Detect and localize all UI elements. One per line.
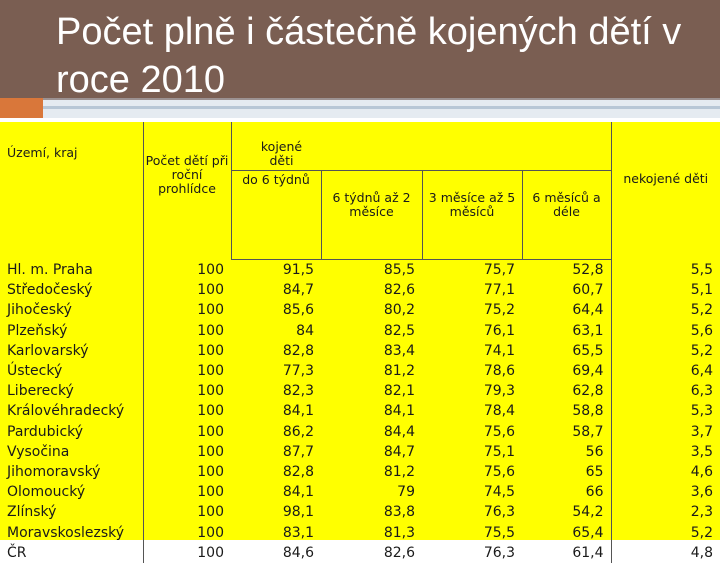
row-value-c2: 79 [397,484,415,501]
row-value-c2: 81,2 [383,463,415,480]
row-value-c4: 58,7 [572,423,604,440]
row-value-c4: 66 [585,484,604,501]
row-value-c3: 76,3 [483,544,515,561]
table-row [0,462,720,482]
row-region: Plzeňský [7,322,68,339]
row-value-count: 100 [143,381,231,401]
row-value-c3: 76,1 [483,322,515,339]
row-value-c3: 74,1 [483,342,515,359]
row-value-c5: 6,3 [611,381,720,401]
row-value-c1: 85,6 [282,302,314,319]
header-6w-2m: 6 týdnů až 2 měsíce [321,171,422,260]
table-row [0,502,720,522]
table-row [0,321,720,341]
header-notbreastfed: nekojené děti [611,122,720,260]
row-region: Olomoucký [7,484,86,501]
row-value-c3: 75,5 [483,524,515,541]
row-value-c4: 63,1 [572,322,604,339]
table-row [0,422,720,442]
row-value-c5: 5,3 [611,401,720,421]
row-region: Středočeský [7,282,93,299]
row-value-c5: 5,1 [611,280,720,300]
row-value-c1: 82,3 [282,383,314,400]
row-region: Jihočeský [7,302,72,319]
row-value-count: 100 [143,401,231,421]
row-value-c1: 82,8 [282,342,314,359]
row-region: Ústecký [7,363,63,380]
table-row [0,361,720,381]
row-value-c1: 98,1 [282,504,314,521]
breastfeeding-table [0,122,720,563]
row-value-c1: 84,1 [282,403,314,420]
row-value-count: 100 [143,260,231,281]
row-value-c1: 84,7 [282,282,314,299]
row-region: Karlovarský [7,342,89,359]
row-value-count: 100 [143,280,231,300]
row-value-c5: 4,8 [611,543,720,563]
table-row [0,280,720,300]
row-value-c2: 82,1 [383,383,415,400]
row-value-c1: 84,1 [282,484,314,501]
row-value-c1: 83,1 [282,524,314,541]
row-value-c3: 76,3 [483,504,515,521]
row-value-c3: 75,6 [483,423,515,440]
row-value-c4: 69,4 [572,363,604,380]
row-value-count: 100 [143,442,231,462]
row-value-c1: 82,8 [282,463,314,480]
row-value-c4: 60,7 [572,282,604,299]
header-6m-plus: 6 měsíců a déle [522,171,611,260]
row-region: ČR [7,544,27,561]
row-value-c2: 80,2 [383,302,415,319]
row-value-c1: 86,2 [282,423,314,440]
row-value-c2: 83,8 [383,504,415,521]
table-row [0,300,720,320]
row-value-c5: 3,7 [611,422,720,442]
table-row [0,381,720,401]
row-value-c4: 54,2 [572,504,604,521]
table-row [0,522,720,542]
table-row [0,543,720,563]
accent-line [43,106,720,109]
row-value-count: 100 [143,341,231,361]
table-row [0,401,720,421]
row-value-c4: 65 [585,463,604,480]
header-breastfed-group [231,122,611,171]
header-to6weeks: do 6 týdnů [231,171,321,260]
table-row [0,260,720,281]
row-value-c2: 81,2 [383,363,415,380]
row-value-c5: 6,4 [611,361,720,381]
row-value-c3: 74,5 [483,484,515,501]
row-value-count: 100 [143,502,231,522]
row-value-c2: 84,4 [383,423,415,440]
row-value-c1: 84 [296,322,314,339]
row-region: Jihomoravský [7,463,101,480]
row-value-count: 100 [143,543,231,563]
table-row [0,442,720,462]
row-value-c3: 75,7 [483,262,515,279]
row-value-c3: 75,1 [483,443,515,460]
row-value-c4: 56 [585,443,604,460]
header-count: Počet dětí při roční prohlídce [143,122,231,260]
row-value-c2: 85,5 [383,262,415,279]
row-value-c4: 61,4 [572,544,604,561]
row-value-c2: 81,3 [383,524,415,541]
row-value-c5: 5,5 [611,260,720,281]
row-value-c5: 5,2 [611,300,720,320]
row-value-c4: 64,4 [572,302,604,319]
row-value-c4: 65,5 [572,342,604,359]
row-value-c1: 77,3 [282,363,314,380]
row-value-c5: 3,6 [611,482,720,502]
row-region: Hl. m. Praha [7,261,93,278]
row-region: Moravskoslezský [7,524,125,541]
row-value-c2: 84,7 [383,443,415,460]
row-value-count: 100 [143,321,231,341]
row-value-count: 100 [143,482,231,502]
row-value-c1: 91,5 [282,262,314,279]
row-value-c5: 5,2 [611,341,720,361]
header-3m-5m: 3 měsíce až 5 měsíců [422,171,522,260]
row-region: Zlínský [7,504,57,521]
row-value-c3: 75,6 [483,463,515,480]
row-value-c5: 4,6 [611,462,720,482]
row-value-count: 100 [143,462,231,482]
header-breastfed-label: kojené děti [260,139,303,168]
header-region: Území, kraj [7,145,78,160]
row-value-c5: 3,5 [611,442,720,462]
row-value-c3: 75,2 [483,302,515,319]
row-value-c2: 84,1 [383,403,415,420]
row-value-c2: 82,6 [383,544,415,561]
row-value-c5: 5,2 [611,522,720,542]
slide-header [0,0,720,100]
row-value-c4: 62,8 [572,383,604,400]
row-value-c4: 58,8 [572,403,604,420]
row-value-c4: 65,4 [572,524,604,541]
row-value-c2: 82,6 [383,282,415,299]
row-value-c2: 83,4 [383,342,415,359]
data-table-container [0,122,720,561]
slide-title: Počet plně i částečně kojených dětí v roce 2010 [56,11,682,101]
row-region: Královéhradecký [7,403,125,420]
row-value-c5: 2,3 [611,502,720,522]
row-value-c2: 82,5 [383,322,415,339]
row-value-count: 100 [143,361,231,381]
row-value-c4: 52,8 [572,262,604,279]
row-region: Vysočina [7,443,70,460]
table-body [0,260,720,563]
table-row [0,482,720,502]
row-value-c3: 78,6 [483,363,515,380]
row-value-c3: 77,1 [483,282,515,299]
row-value-c3: 78,4 [483,403,515,420]
row-value-count: 100 [143,522,231,542]
row-value-count: 100 [143,300,231,320]
row-value-c1: 84,6 [282,544,314,561]
row-value-c1: 87,7 [282,443,314,460]
row-region: Pardubický [7,423,84,440]
row-value-c5: 5,6 [611,321,720,341]
row-region: Liberecký [7,383,74,400]
row-value-c3: 79,3 [483,383,515,400]
table-row [0,341,720,361]
row-value-count: 100 [143,422,231,442]
accent-orange-block [0,98,43,118]
